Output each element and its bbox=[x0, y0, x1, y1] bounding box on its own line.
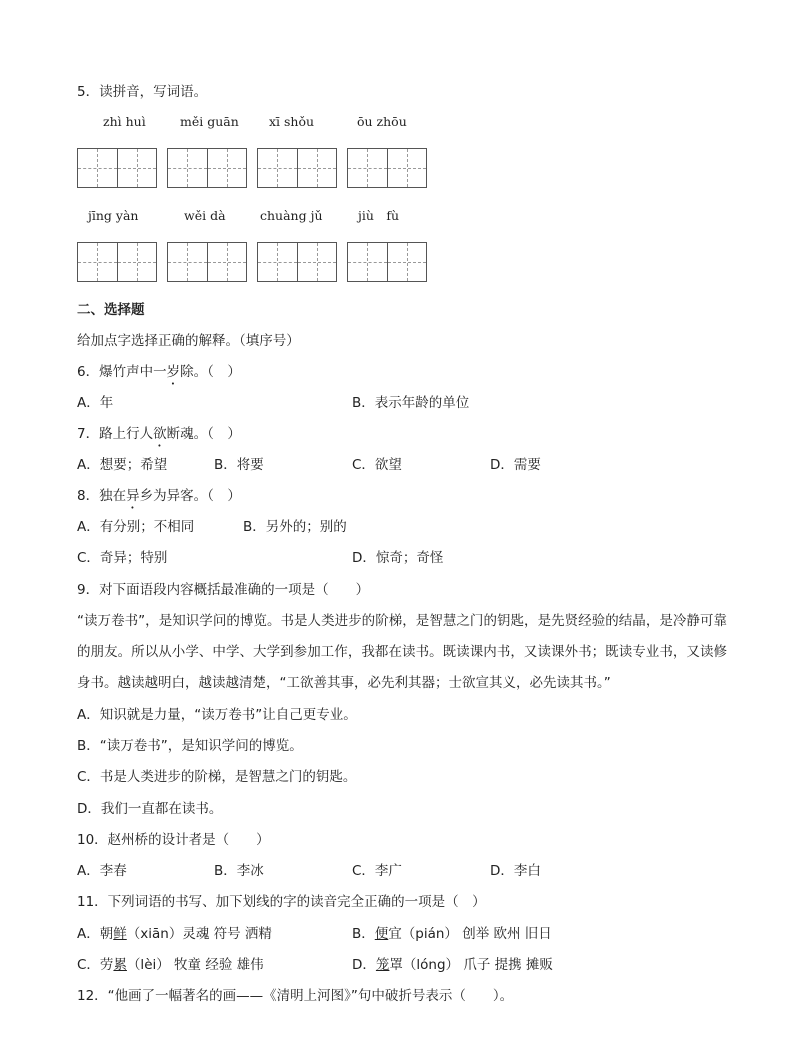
question-10-stem: 10．赵州桥的设计者是（ ） bbox=[77, 832, 270, 848]
writing-grid[interactable] bbox=[347, 148, 427, 188]
option-a[interactable]: A．知识就是力量，“读万卷书”让自己更专业。 bbox=[77, 707, 357, 723]
option-c[interactable]: C．欲望 bbox=[352, 457, 402, 473]
option-d[interactable]: D．李白 bbox=[490, 863, 541, 879]
question-9-passage: “读万卷书”，是知识学问的博览。书是人类进步的阶梯，是智慧之门的钥匙，是先贤经验的结晶，是冷静可靠的朋友。所以从小学、中学、大学到参加工作，我都在读书。既读课内书，又读课外书；既读专业书，又读修身书。越读越明白，越读越清楚，“工欲善其事，必先利其器；士欲宣其义，必先读其书。” bbox=[77, 613, 727, 691]
writing-grid[interactable] bbox=[167, 148, 247, 188]
option-c[interactable]: C．劳累（lèi） 牧童 经验 雄伟 bbox=[77, 957, 264, 973]
option-a[interactable]: A．李春 bbox=[77, 863, 127, 879]
option-a[interactable]: A．年 bbox=[77, 395, 114, 411]
section-instruction: 给加点字选择正确的解释。（填序号） bbox=[77, 333, 300, 349]
pinyin-2: měi guān bbox=[180, 114, 239, 129]
option-b[interactable]: B．另外的；别的 bbox=[243, 519, 347, 535]
option-d[interactable]: D．惊奇；奇怪 bbox=[352, 550, 444, 566]
writing-grid[interactable] bbox=[167, 242, 247, 282]
writing-grid[interactable] bbox=[77, 148, 157, 188]
option-d[interactable]: D．笼罩（lóng） 爪子 提携 摊贩 bbox=[352, 957, 553, 973]
option-c[interactable]: C．李广 bbox=[352, 863, 402, 879]
option-a[interactable]: A．有分别；不相同 bbox=[77, 519, 195, 535]
question-11-stem: 11．下列词语的书写、加下划线的字的读音完全正确的一项是（ ） bbox=[77, 894, 486, 910]
pinyin-1: zhì huì bbox=[103, 114, 146, 129]
question-12-stem: 12．“他画了一幅著名的画——《清明上河图》”句中破折号表示（ ）。 bbox=[77, 988, 514, 1004]
option-b[interactable]: B．李冰 bbox=[214, 863, 264, 879]
pinyin-5: jīng yàn bbox=[88, 208, 139, 223]
option-b[interactable]: B．便宜（pián） 创举 欧州 旧日 bbox=[352, 926, 552, 942]
pinyin-3: xī shǒu bbox=[269, 114, 315, 129]
option-b[interactable]: B．“读万卷书”，是知识学问的博览。 bbox=[77, 738, 303, 754]
pinyin-7: chuàng jǔ bbox=[260, 208, 323, 223]
option-b[interactable]: B．将要 bbox=[214, 457, 264, 473]
writing-grid[interactable] bbox=[77, 242, 157, 282]
question-9-stem: 9．对下面语段内容概括最准确的一项是（ ） bbox=[77, 582, 370, 598]
pinyin-8: jiù fù bbox=[358, 208, 400, 223]
section-title: 二、选择题 bbox=[77, 302, 145, 318]
option-a[interactable]: A．朝鲜（xiān）灵魂 符号 洒精 bbox=[77, 926, 272, 942]
question-5-title: 5．读拼音，写词语。 bbox=[77, 84, 208, 100]
pinyin-4: ōu zhōu bbox=[357, 114, 407, 129]
writing-grid[interactable] bbox=[347, 242, 427, 282]
option-d[interactable]: D．我们一直都在读书。 bbox=[77, 801, 223, 817]
option-d[interactable]: D．需要 bbox=[490, 457, 541, 473]
question-8-stem: 8．独在异乡为异客。（ ） bbox=[77, 488, 241, 504]
question-7-stem: 7．路上行人欲断魂。（ ） bbox=[77, 426, 241, 442]
option-b[interactable]: B．表示年龄的单位 bbox=[352, 395, 470, 411]
pinyin-6: wěi dà bbox=[184, 208, 226, 223]
writing-grid[interactable] bbox=[257, 148, 337, 188]
option-c[interactable]: C．奇异；特别 bbox=[77, 550, 168, 566]
option-a[interactable]: A．想要；希望 bbox=[77, 457, 168, 473]
writing-grid[interactable] bbox=[257, 242, 337, 282]
question-6-stem: 6．爆竹声中一岁除。（ ） bbox=[77, 364, 241, 380]
option-c[interactable]: C．书是人类进步的阶梯，是智慧之门的钥匙。 bbox=[77, 769, 357, 785]
